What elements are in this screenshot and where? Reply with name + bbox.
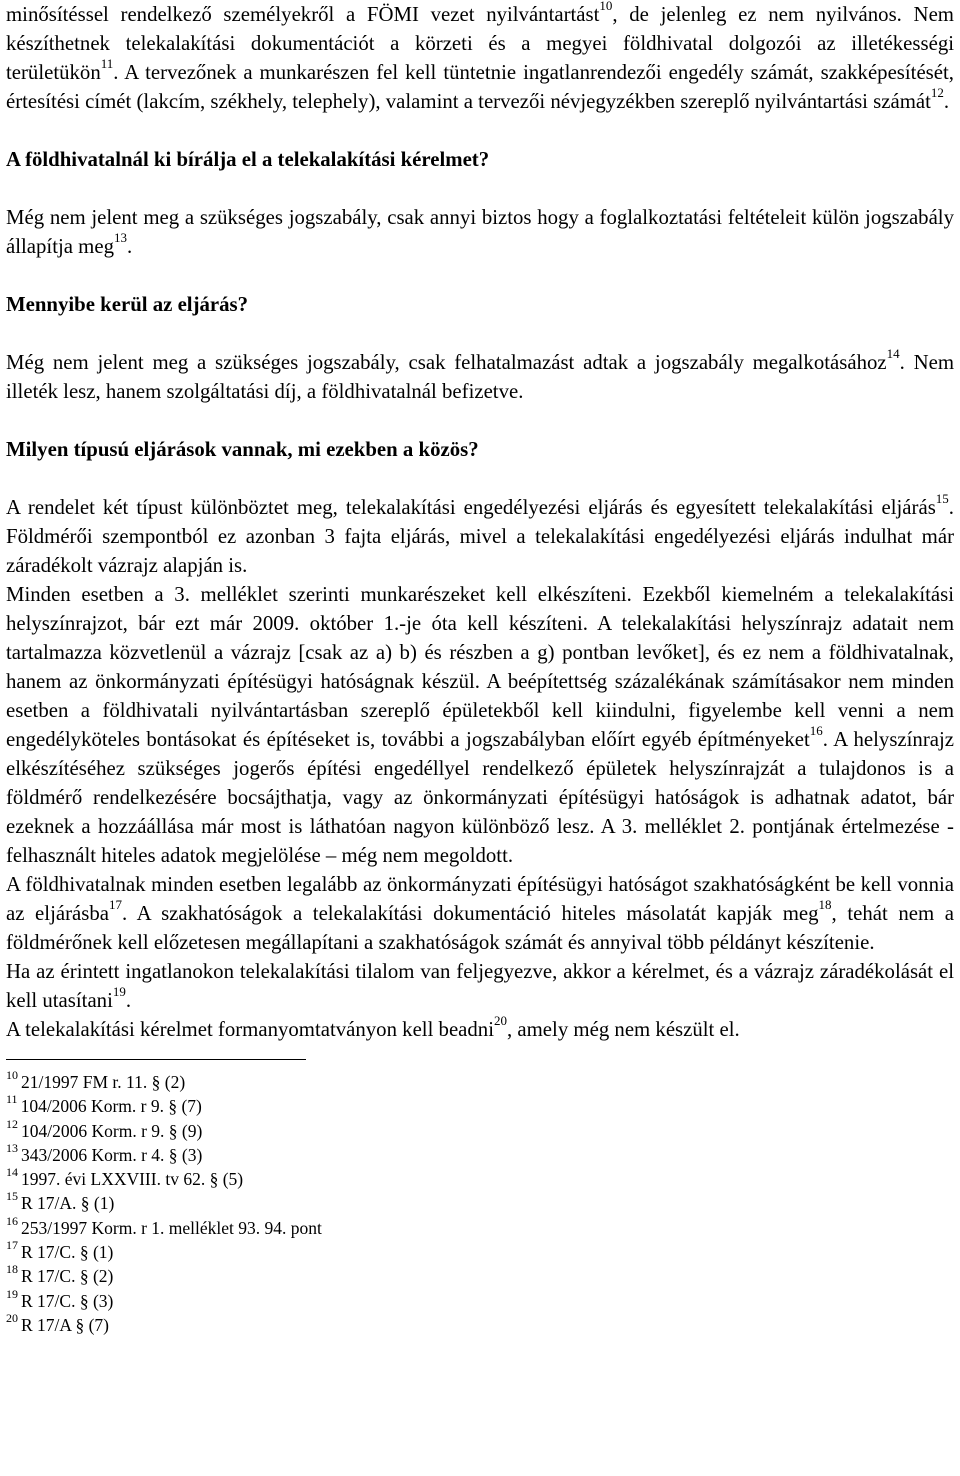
paragraph-text: , tehát nem a földmérőnek kell előzetesen megállapítani a szakhatóságok számát és annyival több példányt készítenie. bbox=[6, 902, 954, 954]
paragraph-gap bbox=[6, 174, 954, 203]
paragraph-gap bbox=[6, 406, 954, 435]
footnote-item bbox=[6, 1167, 954, 1191]
paragraph-text: , amely még nem készült el. bbox=[507, 1018, 740, 1041]
footnote-text: 343/2006 Korm. r 4. § (3) bbox=[21, 1144, 203, 1165]
footnote-item bbox=[6, 1191, 954, 1215]
paragraph-form bbox=[6, 1015, 954, 1044]
paragraph-text: A földhivatalnak minden esetben legalább az önkormányzati építésügyi hatóságot szakhatóságként be kell vonnia az eljárásba bbox=[6, 873, 954, 925]
footnote-item bbox=[6, 1264, 954, 1288]
paragraph-text: . A tervezőnek a munkarészen fel kell tüntetnie ingatlanrendezői engedély számát, szakképesítését, értesítési címét (lakcím, székhely, telephely), valamint a tervezői névjegyzékben szereplő nyilvántartási számát bbox=[6, 61, 954, 113]
footnote-number: 15 bbox=[6, 1189, 18, 1204]
footnote-text: 104/2006 Korm. r 9. § (9) bbox=[21, 1120, 203, 1141]
footnote-text: 104/2006 Korm. r 9. § (7) bbox=[20, 1096, 202, 1117]
paragraph-site-plan bbox=[6, 580, 954, 870]
footnote-number: 18 bbox=[6, 1262, 18, 1277]
footnote-reference: 14 bbox=[886, 346, 900, 361]
paragraph-text: . bbox=[943, 90, 950, 113]
paragraph-gap bbox=[6, 319, 954, 348]
paragraph-text: Minden esetben a 3. melléklet szerinti munkarészeket kell elkészíteni. Ezekből kiemelném a telekalakítási helyszínrajzot, bár ezt már 2009. október 1.-je óta kell készíteni. A telekalakítási helyszínrajz adatait nem tartalmazza közvetlenül a vázrajz [csak az a) b) és részben a g) pontban levőket], és ez nem a földhivatalnak, hanem az önkormányzati építésügyi hatóságnak készül. A beépítettség százalékának számításakor nem minden esetben a földhivatali nyilvántartásban szereplő épületekből kell kiindulni, figyelembe kell venni a nem engedélyköteles bontásokat és építéseket is, további a jogszabályban előírt egyéb építményeket bbox=[6, 583, 954, 751]
heading-procedure-types: Milyen típusú eljárások vannak, mi ezekben a közös? bbox=[6, 438, 479, 461]
footnote-reference: 16 bbox=[809, 723, 823, 738]
paragraph-text: . A szakhatóságok a telekalakítási dokumentáció hiteles másolatát kapják meg bbox=[121, 902, 819, 925]
paragraph-text: A rendelet két típust különböztet meg, telekalakítási engedélyezési eljárás és egyesített telekalakítási eljárás bbox=[6, 496, 936, 519]
footnote-number: 16 bbox=[6, 1213, 18, 1228]
heading-procedure-cost: Mennyibe kerül az eljárás? bbox=[6, 293, 249, 316]
footnote-reference: 18 bbox=[818, 897, 832, 912]
footnote-reference: 17 bbox=[108, 897, 122, 912]
paragraph-authority bbox=[6, 870, 954, 957]
footnote-number: 12 bbox=[6, 1116, 18, 1131]
footnote-text: 21/1997 FM r. 11. § (2) bbox=[21, 1072, 186, 1092]
footnote-item bbox=[6, 1070, 954, 1094]
footnote-number: 17 bbox=[6, 1238, 18, 1253]
paragraph-text: Ha az érintett ingatlanokon telekalakítási tilalom van feljegyezve, akkor a kérelmet, és a vázrajz záradékolását el kell utasítani bbox=[6, 960, 954, 1012]
paragraph-text: . bbox=[127, 235, 133, 258]
paragraph-text: . Földmérői szempontból ez azonban 3 fajta eljárás, mivel a telekalakítási engedélyezési eljárás indulhat már záradékolt vázrajz alapján is. bbox=[6, 496, 954, 577]
paragraph-text: Még nem jelent meg a szükséges jogszabály, csak felhatalmazást adtak a jogszabály megalkotásához bbox=[6, 351, 887, 374]
footnote-text: R 17/C. § (2) bbox=[21, 1266, 114, 1287]
footnote-item bbox=[6, 1116, 954, 1143]
footnote-reference: 20 bbox=[494, 1013, 507, 1028]
footnote-number: 14 bbox=[6, 1165, 18, 1180]
paragraph-text: , de jelenleg ez nem nyilvános. Nem készíthetnek telekalakítási dokumentációt a körzeti és a megyei földhivatal dolgozói az illetékességi területükön bbox=[6, 3, 954, 84]
paragraph-text: minősítéssel rendelkező személyekről a FÖMI vezet nyilvántartást bbox=[6, 3, 600, 26]
footnote-item bbox=[6, 1240, 954, 1264]
paragraph-two-types bbox=[6, 493, 954, 580]
paragraph-text: . Nem illeték lesz, hanem szolgáltatási díj, a földhivatalnál befizetve. bbox=[6, 351, 955, 403]
paragraph-gap bbox=[6, 464, 954, 493]
footnote-text: R 17/C. § (1) bbox=[21, 1242, 114, 1263]
footnote-text: R 17/A § (7) bbox=[21, 1314, 109, 1335]
paragraph-text: . A helyszínrajz elkészítéséhez szükséges jogerős építési engedéllyel rendelkező épületek helyszínrajzát a tulajdonos is a földmérő rendelkezésére bocsájthatja, vagy az önkormányzati építésügyi hatóságok is adhatnak adatot, bár ezeknek a hozzáállása már most is láthatóan nagyon különböző lesz. A 3. melléklet 2. pontjának értelmezése - felhasznált hiteles adatok megjelölése – még nem megoldott. bbox=[6, 728, 954, 867]
paragraph-regulation-pending bbox=[6, 203, 954, 261]
footnote-number: 19 bbox=[6, 1286, 18, 1301]
footnote-text: R 17/A. § (1) bbox=[21, 1193, 115, 1214]
paragraph-gap bbox=[6, 116, 954, 145]
footnote-text: R 17/C. § (3) bbox=[21, 1290, 114, 1311]
paragraph-gap bbox=[6, 261, 954, 290]
paragraph-ban bbox=[6, 957, 954, 1015]
footnote-reference: 19 bbox=[112, 984, 126, 999]
paragraph-text: A telekalakítási kérelmet formanyomtatványon kell beadni bbox=[6, 1018, 494, 1041]
footnote-reference: 11 bbox=[100, 56, 114, 71]
footnote-reference: 13 bbox=[114, 230, 127, 245]
paragraph-text: Még nem jelent meg a szükséges jogszabály, csak annyi biztos hogy a foglalkoztatási feltételeit külön jogszabály állapítja meg bbox=[6, 206, 954, 258]
footnote-reference: 12 bbox=[930, 85, 944, 100]
footnote-number: 13 bbox=[6, 1140, 18, 1155]
footnote-number: 11 bbox=[6, 1092, 18, 1107]
paragraph-text: . bbox=[125, 989, 132, 1012]
footnote-item bbox=[6, 1140, 954, 1167]
footnote-text: 253/1997 Korm. r 1. melléklet 93. 94. pont bbox=[21, 1217, 322, 1238]
paragraph-designer-requirements bbox=[6, 0, 954, 116]
footnote-item bbox=[6, 1286, 954, 1313]
footnote-item bbox=[6, 1213, 954, 1240]
paragraph-fee bbox=[6, 348, 954, 406]
footnote-item bbox=[6, 1094, 954, 1118]
footnote-item bbox=[6, 1310, 954, 1337]
footnote-number: 10 bbox=[6, 1068, 18, 1082]
footnote-reference: 10 bbox=[599, 0, 613, 13]
heading-who-reviews: A földhivatalnál ki bírálja el a telekalakítási kérelmet? bbox=[6, 148, 490, 171]
footnote-separator bbox=[6, 1059, 306, 1060]
footnote-number: 20 bbox=[6, 1310, 18, 1325]
footnote-reference: 15 bbox=[935, 491, 949, 506]
footnote-list bbox=[6, 1070, 954, 1337]
footnote-text: 1997. évi LXXVIII. tv 62. § (5) bbox=[21, 1169, 244, 1190]
